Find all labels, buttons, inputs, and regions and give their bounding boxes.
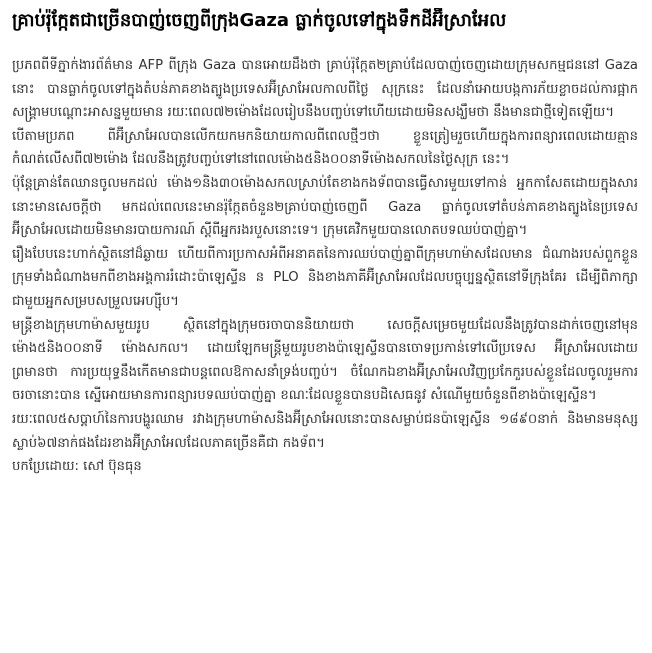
article-paragraph: រឿងបែបនេះហាក់ស្ថិតនៅដ៏ឆ្ងាយ ហើយពីការប្រកាសអំពីអនាគតនៃការឈប់បាញ់គ្នាពីក្រុមហាម៉ាសដែលមាន ជំណាងរបស់ពួកខ្លួនក្រុមទាំងជំណាងមកពីខាងអង្គការរំដោះប៉ាឡេស្ទីន ន PLO និងខាងភាគីអ៊ីស្រាអែលដែលបច្ចុប្បន្នស្ថិតនៅទីក្រុងគែរ ដើម្បីពិភាក្សាជាមួយអ្នកសម្របសម្រួលអេហ្ស៊ីប។ [12,246,638,309]
article-paragraph: ប៉ុន្តែគ្រាន់តែឈានចូលមកដល់ ម៉ោង១និង៣០ម៉ោងសកលស្រាប់តែខាងកងទ័ពបានធ្វើសារមួយទៅកាន់ អ្នកកាសែតដោយក្នុងសារនោះមានសេចក្ដីថា មកដល់ពេលនេះមានរ៉ុក្កែតចំនួន២គ្រាប់បាញ់ចេញពី Gaza ធ្លាក់ចូលទៅតំបន់ភាគខាងត្បូងនៃប្រទេសអ៊ីស្រាអែលដោយមិនមានរបាយការណ៍ ស្ដីពីអ្នករងរបួសនោះទេ។ ក្រុមគេវិកមួយបានលោតបទឈប់បាញ់គ្នា។ [12,175,638,239]
translator-credit: បកប្រែដោយ: សៅ ប៊ុនធុន [12,459,142,475]
article-paragraph: រយៈពេល៥សប្ដាហ៍នៃការបង្ហូរឈាម រវាងក្រុមហាម៉ាសនិងអ៊ីស្រាអែលនោះបានសម្លាប់ជនប៉ាឡេស្ទីន ១៨៩០នាក់ និងមានមនុស្សស្លាប់៦៧នាក់ផងដែរខាងអ៊ីស្រាអែលដែលភាគច្រើនគឺជា កងទ័ព។ [12,411,638,451]
article-paragraph: ប្រភពពីទីភ្នាក់ងារព័ត៌មាន AFP ពីក្រុង Gaza បានអោយដឹងថា គ្រាប់រ៉ុក្កែត២គ្រាប់ដែលបាញ់ចេញដោយក្រុមសកម្មជននៅ Gaza នោះ បានធ្លាក់ចូលទៅក្នុងតំបន់ភាគខាងត្បូងប្រទេសអ៊ីស្រាអែលកាលពីថ្ងៃ សុក្រនេះ ដែលនាំអោយបង្កការភ័យខ្លាចដល់ការផ្អាកសង្គ្រាមបណ្ដោះអាសន្នមួយមាន រយៈពេល៧២ម៉ោងដែលរៀបនឹងបញ្ចប់ទៅហើយដោយមិនសង្ឃឹមថា នឹងមានជាថ្មីទៀតឡើយ។ [12,58,638,121]
article-body [12,54,638,479]
article-paragraph: មន្ត្រីខាងក្រុមហាម៉ាសមួយរូប ស្ថិតនៅក្នុងក្រុមចរចាបាននិយាយថា សេចក្ដីសម្រេចមួយដែលនឹងត្រូវបានដាក់ចេញនៅមុនម៉ោង៥និង០០នាទី ម៉ោងសកល។ ដោយឡែកមន្ត្រីមួយរូបខាងប៉ាឡេស្ទីនបានចោទប្រកាន់ទៅលើប្រទេស អ៊ីស្រាអែលដោយព្រមានថា ការប្រយុទ្ធនឹងកើតមានជាបន្តពេលឱកាសនាំទ្រង់បញ្ចប់។ ចំណែកឯខាងអ៊ីស្រាអែលវិញប្រកែកួរបស់ខ្លួនដែលចូលរួមការចរចានោះបាន ស្នើអោយមានការពន្យារបទឈប់បាញ់គ្នា ខណៈដែលខ្លួនបានបដិសេធនូវ សំណើមួយចំនួនពីខាងប៉ាឡេស្ទីន។ [12,317,638,404]
article-paragraph: បើតាមប្រភព ពីអ៊ីស្រាអែលបានលើកយកមកនិយាយកាលពីពេលថ្មីៗថា ខ្លួនត្រៀមរួចហើយក្នុងការពន្យារពេលដោយគ្មានកំណត់លើសពី៧២ម៉ោង ដែលនឹងត្រូវបញ្ចប់ទៅនៅពេលម៉ោង៥និង០០នាទីម៉ោងសកលនៃថ្ងៃសុក្រ នេះ។ [12,128,638,168]
article-title: គ្រាប់រ៉ុក្កែតជាច្រើនបាញ់ចេញពីក្រុងGaza ធ្លាក់ចូលទៅក្នុងទឹកដីអ៊ីស្រាអែល [12,10,507,31]
